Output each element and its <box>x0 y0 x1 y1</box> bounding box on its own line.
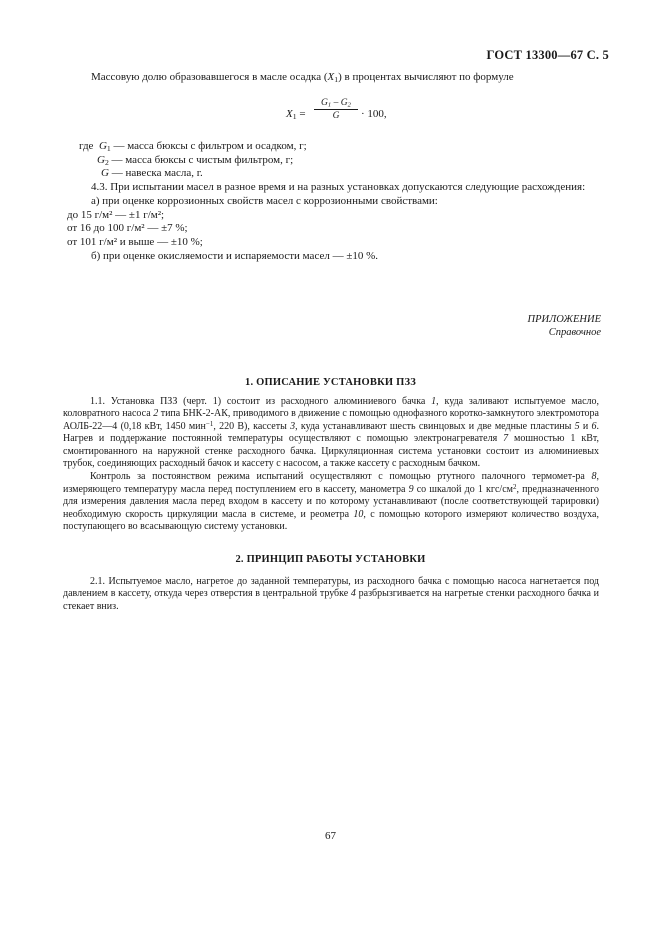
section-2-body <box>63 576 599 613</box>
section-1-body <box>63 396 599 533</box>
tolerance-item: от 101 г/м² и выше — ±10 %; <box>67 236 203 249</box>
section-heading-2: 2. ПРИНЦИП РАБОТЫ УСТАНОВКИ <box>235 554 426 565</box>
paragraph-1-1: 1.1. Установка ПЗЗ (черт. 1) состоит из расходного алюминиевого бачка 1, куда заливают испытуемое масло, коловратного насоса 2 типа БНК-2-АК, приводимого в движение с помощью однофазного коротко-замкнутого электромотора АОЛБ-22—4 (0,18 кВт, 1450 мин$^{-1}$, 220 В), кассеты 3, куда устанавливают шесть свинцовых и две медные пластины 5 и 6. Нагрев и поддержание постоянной температуры осуществляют с помощью электронагревателя 7 мошностью 1 кВт, смонтированного на наружной стенке расходного бачка. Циркуляционная система установки состоит из алюминиевых трубок, соединяющих расходный бачок и кассету с насосом, а также кассету с расходным бачком. <box>63 396 600 470</box>
tolerance-item: до 15 г/м² — ±1 г/м²; <box>67 208 165 221</box>
section-heading-1: 1. ОПИСАНИЕ УСТАНОВКИ ПЗЗ <box>245 377 416 388</box>
legend-row-g2: $G_2$ — масса бюксы с чистым фильтром, г; <box>97 153 294 167</box>
tolerance-item-a: а) при оценке коррозионных свойств масел с коррозионными свойствами: <box>91 194 438 207</box>
formula-legend <box>79 140 599 181</box>
paragraph-2-1: 2.1. Испытуемое масло, нагретое до заданной температуры, из расходного бачка с помощью насоса нагнетается под давлением в кассету, откуда через отверстия в центральной трубке 4 разбрызгивается на нагретые стенки расходного бачка и стекает вниз. <box>63 576 599 612</box>
page-header: ГОСТ 13300—67 С. 5 <box>486 48 609 62</box>
page-number: 67 <box>325 830 336 842</box>
appendix-title: ПРИЛОЖЕНИЕ <box>527 314 601 325</box>
appendix-label <box>528 313 602 339</box>
paragraph-1-2: Контроль за постоянством режима испытаний осуществляют с помощью ртутного палочного термомет-ра 8, измеряющего температуру масла перед поступлением его в кассету, манометра 9 со шкалой до 1 кгс/$см^2$, предназначенного для измерения давления масла перед входом в кассету и по которому устанавливают (после соответствующей тарировки) необходимую скорость циркуляции масла в системе, и реометра 10, с помощью которого измеряют количество воздуха, поступающего во всасывающую систему установки. <box>63 471 599 533</box>
legend-row-g: G — навеска масла, г. <box>101 167 203 179</box>
mass-fraction-formula: $X_1$ = $\frac{G_1 - G_2}{G}$ · 100, <box>286 98 387 121</box>
appendix-subtitle: Справочное <box>548 327 601 338</box>
formula-fraction: $\frac{G_1 - G_2}{G}$ <box>314 98 358 121</box>
tolerance-item: от 16 до 100 г/м² — ±7 %; <box>67 222 188 235</box>
intro-paragraph: Массовую долю образовавшегося в масле осадка $(X_1)$ в процентах вычисляют по формуле <box>91 71 514 84</box>
tolerance-item-b: б) при оценке окисляемости и испаряемости масел — ±10 %. <box>91 249 379 262</box>
section-4-3: 4.3. При испытании масел в разное время и на разных установках допускаются следующие расхождения: а) при оценке коррозионных свойств масел с коррозионными свойствами: до 15 г/м² — ±1 г/м²; от 16 до 100 г/м² — ±7 %; от 101 г/м² и выше — ±10 %; б) при оценке окисляемости и испаряемости масел — ±10 %. <box>67 181 599 264</box>
legend-row-g1: где $G_1$ — масса бюксы с фильтром и осадком, г; <box>79 140 307 153</box>
